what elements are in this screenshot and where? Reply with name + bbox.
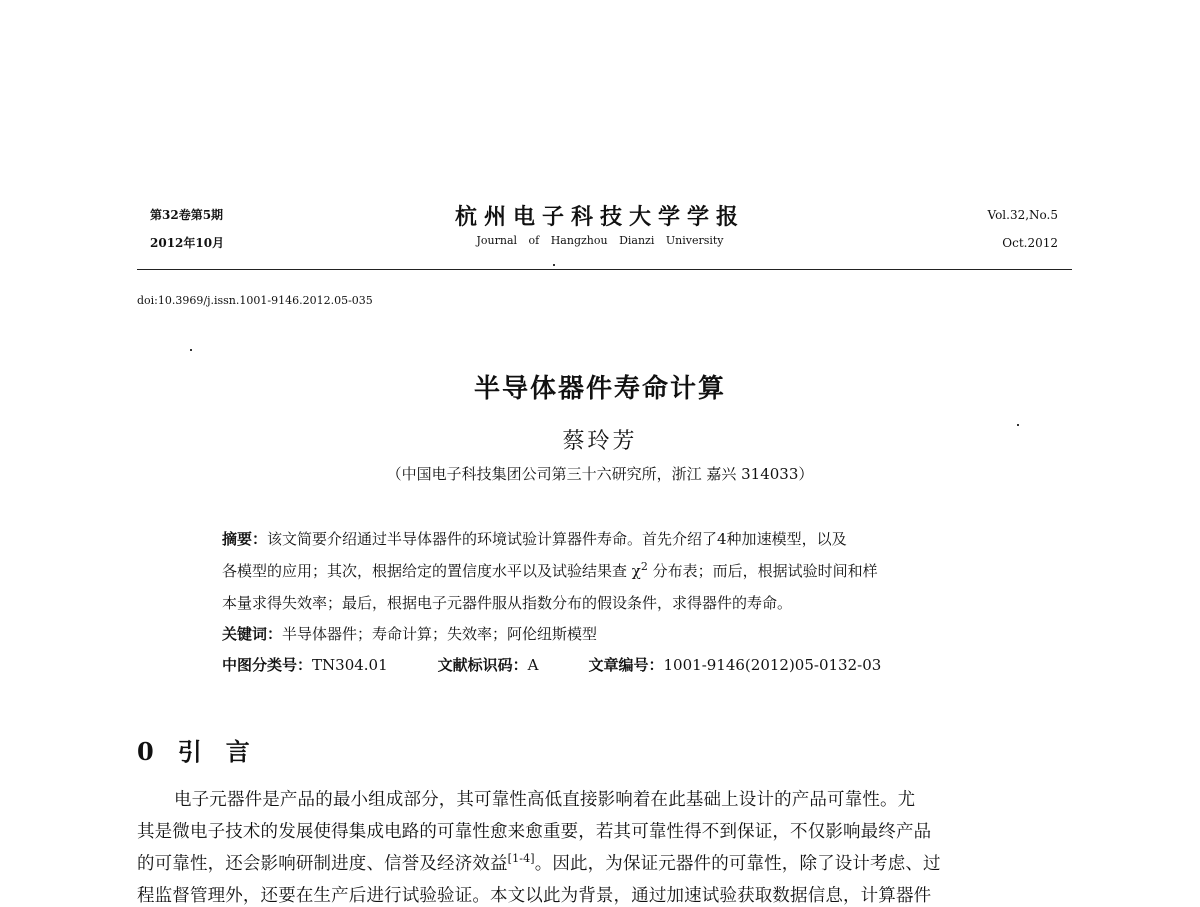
doi: doi:10.3969/j.issn.1001-9146.2012.05-035: [137, 294, 373, 307]
abstract-line-3: 本量求得失效率；最后，根据电子元器件服从指数分布的假设条件，求得器件的寿命。: [222, 594, 793, 612]
section-title: 引言: [177, 738, 274, 766]
abstract-line-2: [222, 560, 878, 581]
abstract-line-1: [222, 528, 847, 549]
journal-title-en: Journal of Hangzhou Dianzi University: [476, 234, 724, 247]
body-text-3a: 的可靠性，还会影响研制进度、信誉及经济效益: [137, 854, 508, 874]
keywords-line: [222, 623, 597, 644]
scan-speck: [190, 349, 192, 351]
body-line-1: 电子元器件是产品的最小组成部分，其可靠性高低直接影响着在此基础上设计的产品可靠性。尤: [174, 790, 916, 810]
body-text-3b: 。因此，为保证元器件的可靠性，除了设计考虑、过: [534, 854, 941, 874]
abstract-text-2b: 分布表；而后，根据试验时间和样: [647, 562, 878, 580]
section-number: 0: [137, 737, 154, 766]
author-name: 蔡玲芳: [562, 429, 638, 454]
volume-issue-en: Vol.32,No.5: [987, 208, 1058, 222]
abstract-text-2a: 各模型的应用；其次，根据给定的置信度水平以及试验结果查 χ: [222, 562, 641, 580]
article-number-value: 1001-9146(2012)05-0132-03: [663, 656, 882, 674]
volume-issue-cn: 第32卷第5期: [150, 208, 224, 222]
date-en: Oct.2012: [1002, 236, 1058, 250]
classification-line: [222, 654, 881, 675]
author-affiliation: （中国电子科技集团公司第三十六研究所，浙江 嘉兴 314033）: [386, 465, 814, 483]
clc-value: TN304.01: [312, 656, 388, 674]
article-number-label: 文章编号：: [588, 656, 664, 674]
article-title: 半导体器件寿命计算: [473, 374, 726, 404]
body-line-3: [137, 850, 941, 875]
clc-label: 中图分类号：: [222, 656, 313, 674]
chi-square-superscript: 2: [640, 560, 648, 573]
body-line-2: 其是微电子技术的发展使得集成电路的可靠性愈来愈重要，若其可靠性得不到保证，不仅影响最终产品: [137, 822, 932, 842]
scan-speck: [553, 264, 555, 266]
section-heading: [137, 732, 274, 767]
abstract-text-1: 该文简要介绍通过半导体器件的环境试验计算器件寿命。首先介绍了4种加速模型，以及: [267, 530, 847, 548]
journal-title-cn: 杭州电子科技大学学报: [454, 204, 745, 230]
keywords-label: 关键词：: [222, 625, 283, 643]
abstract-label: 摘要：: [222, 530, 268, 548]
date-cn: 2012年10月: [150, 236, 225, 250]
header-rule: [137, 269, 1072, 270]
keywords-text: 半导体器件；寿命计算；失效率；阿伦纽斯模型: [282, 625, 598, 643]
doc-code-label: 文献标识码：: [437, 656, 528, 674]
doc-code-value: A: [527, 656, 539, 674]
citation-ref: [1-4]: [507, 852, 535, 866]
body-line-4: 程监督管理外，还要在生产后进行试验验证。本文以此为背景，通过加速试验获取数据信息，计算器件: [137, 886, 932, 906]
